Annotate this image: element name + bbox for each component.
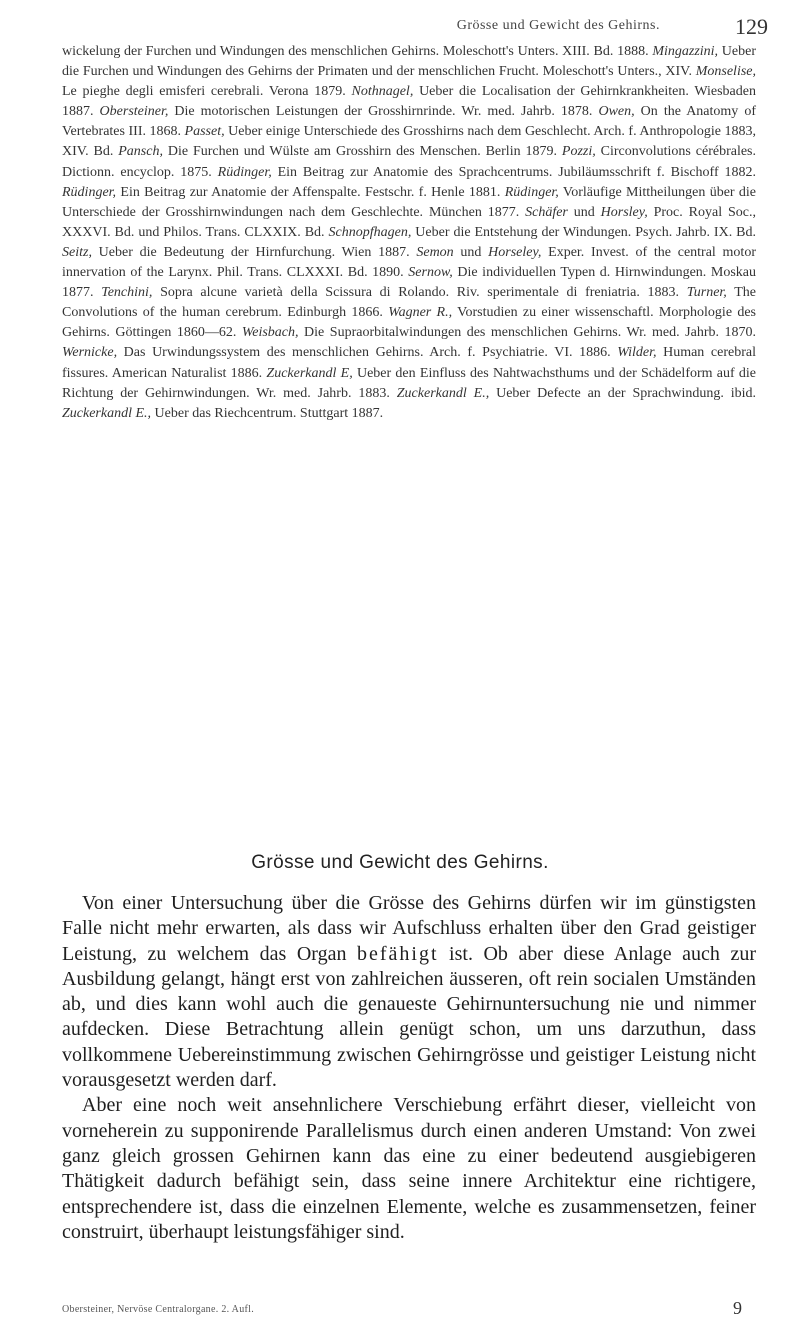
bib-author: Horseley, [488,244,542,260]
bib-text: und [567,204,601,220]
paragraph-1-part-a: Von einer Untersuchung über die Grösse des Gehirns dürfen wir im günstigsten Falle nicht mehr erwarten, als dass wir Aufschluss erhalten über den Grad geistiger Leistung, zu welchem das Organ [62,892,756,965]
section-title: Grösse und Gewicht des Gehirns. [251,852,549,873]
bib-author: Wernicke, [62,345,118,361]
bib-author: Tenchini, [101,285,153,301]
bib-author: Semon [416,244,454,260]
bib-author: Rüdinger, [504,184,559,200]
bib-text: Ueber die Entstehung der Windungen. Psych. Jahrb. IX. Bd. [411,224,756,240]
bib-text: Die individuellen Typen d. Hirnwindungen. Moskau 1877. [62,265,756,301]
bib-author: Pansch, [118,144,163,160]
bibliography-block [62,42,756,424]
bib-author: Pozzi, [561,144,596,160]
bib-author: Mingazzini, [652,44,719,59]
bib-text: wickelung der Furchen und Windungen des menschlichen Gehirns. Moleschott's Unters. XIII. Bd. 1888. [62,44,653,59]
emphasized-word: befähigt [356,942,439,965]
bib-text: The Convolutions of the human cerebrum. Edinburgh 1866. [62,285,757,321]
bib-author: Weisbach, [241,325,299,341]
bib-text: Ueber die Furchen und Windungen des Gehirns der Primaten und der menschlichen Frucht. Moleschott's Unters., XIV. [62,44,756,80]
bib-text: Circonvolutions cérébrales. Dictionn. encyclop. 1875. [62,144,757,180]
bib-text: und [453,244,489,260]
page-footer [62,1298,756,1322]
bib-author: Horsley, [600,204,648,220]
paragraph-1-part-b: ist. Ob aber diese Anlage auch zur Ausbildung gelangt, hängt erst von zahlreichen äusseren, oft rein socialen Umständen ab, und dies kann wohl auch die genaueste Gehirnuntersuchung nie und nimmer aufdecken. Diese Betrachtung allein genügt schon, um uns darzuthun, dass vollkommene Uebereinstimmung zwischen Gehirngrösse und geistiger Leistung nicht vorausgesetzt werden darf. [62,942,756,1092]
bib-text: Exper. Invest. of the central motor innervation of the Larynx. Phil. Trans. CLXXXI. Bd. 1890. [62,244,756,281]
bib-text: Proc. Royal Soc., XXXVI. Bd. und Philos. Trans. CLXXIX. Bd. [62,204,756,240]
bib-author: Wagner R., [388,305,453,321]
paragraph-2: Aber eine noch weit ansehnlichere Verschiebung erfährt dieser, vielleicht von vorneherein zu supponirende Parallelismus durch einen anderen Umstand: Von zwei ganz gleich grossen Gehirnen kann das eine zu einer bedeutend ausgiebigeren Thätigkeit dadurch befähigt sein, dass seine innere Architektur eine richtigere, entsprechendere ist, dass die einzelnen Elemente, welche es zusammensetzen, feiner construirt, überhaupt leistungsfähiger sind. [62,1094,756,1243]
bib-author: Obersteiner, [99,104,169,120]
bib-text: Die Supraorbitalwindungen des menschlichen Gehirns. Wr. med. Jahrb. 1870. [298,325,756,341]
running-head [0,14,800,38]
bib-author: Zuckerkandl E., [396,385,490,401]
bib-author: Wilder, [617,345,657,361]
bib-text: Ueber die Bedeutung der Hirnfurchung. Wien 1887. [91,244,417,260]
bib-text: Die motorischen Leistungen der Grosshirnrinde. Wr. med. Jahrb. 1878. [168,104,599,120]
bib-text: Ein Beitrag zur Anatomie der Affenspalte. Festschr. f. Henle 1881. [116,184,505,200]
bib-author: Sernow, [408,265,453,281]
bib-author: Schnopfhagen, [328,224,412,240]
bib-text: Vorstudien zu einer wissenschaftl. Morphologie des Gehirns. Göttingen 1860—62. [62,305,757,341]
bib-text: On the Anatomy of Vertebrates III. 1868. [62,104,756,140]
bib-text: Ueber die Localisation der Gehirnkrankheiten. Wiesbaden 1887. [62,84,756,120]
bib-text: Ueber einige Unterschiede des Grosshirns nach dem Geschlecht. Arch. f. Anthropologie 1883, XIV. Bd. [62,124,757,160]
bib-author: Rüdinger, [217,164,272,180]
bib-author: Passet, [184,124,225,140]
bib-author: Seitz, [62,244,92,260]
page-number: 129 [735,14,768,39]
bib-text: Ueber Defecte an der Sprachwindung. ibid. [489,385,757,401]
bib-text: Vorläufige Mittheilungen über die Unterschiede der Grosshirnwindungen nach dem Geschlechte. München 1877. [62,184,757,220]
sheet-number: 9 [733,1298,742,1318]
bib-author: Zuckerkandl E, [266,365,353,381]
bib-text: Das Urwindungssystem des menschlichen Gehirns. Arch. f. Psychiatrie. VI. 1886. [117,345,618,361]
body-text [62,891,756,1245]
bib-author: Turner, [686,285,727,301]
printer-signature: Obersteiner, Nervöse Centralorgane. 2. Aufl. [62,1304,255,1315]
bib-author: Rüdinger, [62,184,117,200]
bib-text: Human cerebral fissures. American Naturalist 1886. [62,345,756,381]
bib-author: Monselise, [695,64,756,80]
bib-text: Die Furchen und Wülste am Grosshirn des Menschen. Berlin 1879. [162,144,562,160]
bib-author: Zuckerkandl E., [62,405,152,421]
bib-text: Ueber das Riechcentrum. Stuttgart 1887. [151,405,384,421]
bib-text: Ein Beitrag zur Anatomie des Sprachcentrums. Jubiläumsschrift f. Bischoff 1882. [271,164,757,180]
bib-text: Sopra alcune varietà della Scissura di Rolando. Riv. sperimentale di freniatria. 1883. [152,285,687,301]
bib-author: Schäfer [525,204,568,220]
bib-text: Ueber den Einfluss des Nahtwachsthums und der Schädelform auf die Richtung der Gehirnwindungen. Wr. med. Jahrb. 1883. [62,365,757,401]
bib-author: Nothnagel, [351,84,414,100]
running-title: Grösse und Gewicht des Gehirns. [456,18,660,33]
bib-text: Le pieghe degli emisferi cerebrali. Verona 1879. [62,84,352,100]
paragraph-1 [62,891,756,1093]
bib-author: Owen, [598,104,635,120]
